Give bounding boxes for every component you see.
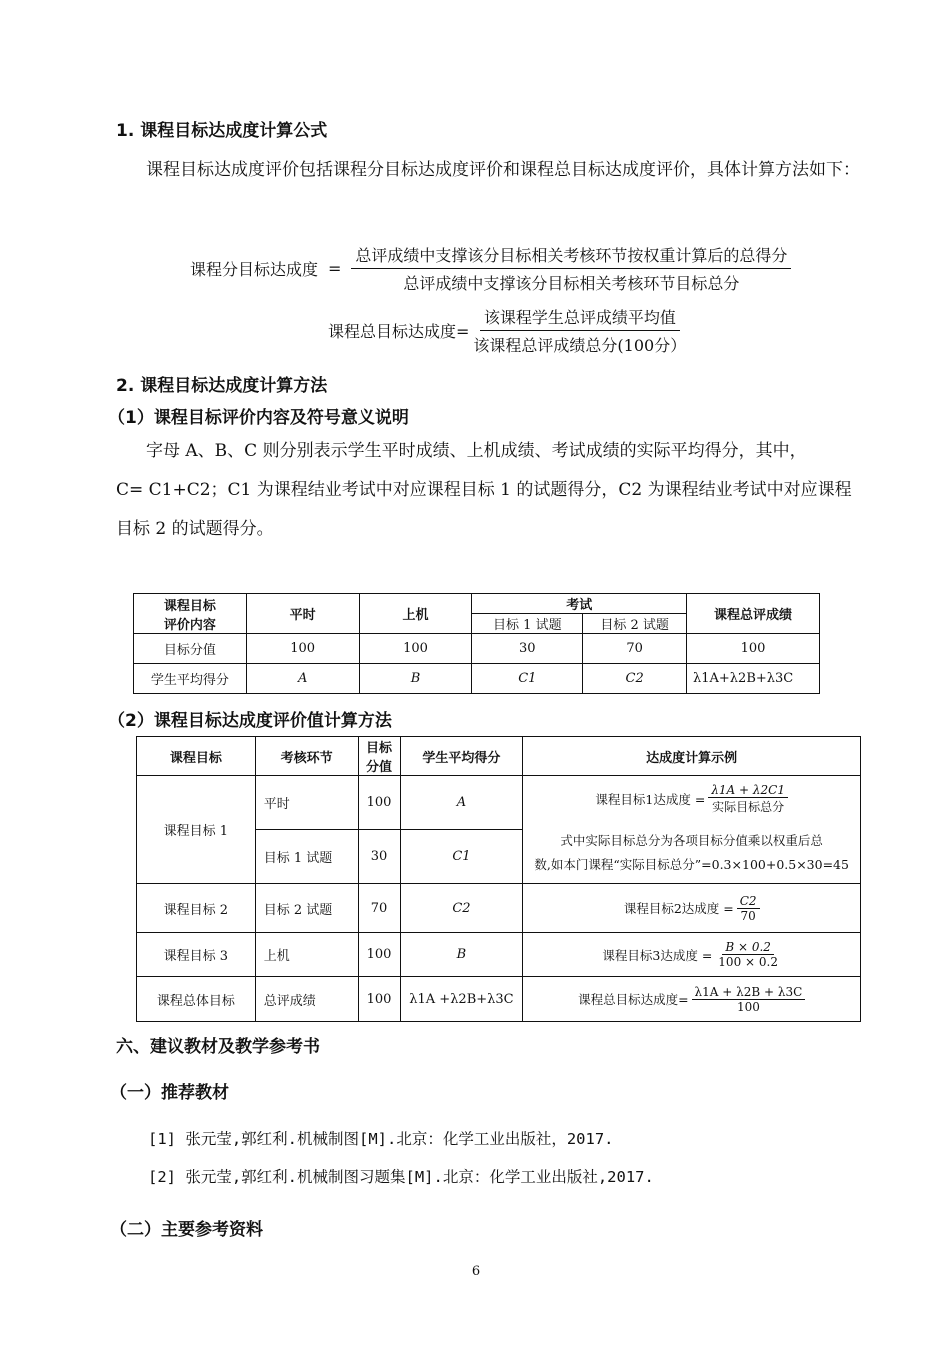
reference-item-1: [1] 张元莹,郭红利.机械制图[M].北京：化学工业出版社，2017. bbox=[148, 1130, 614, 1148]
t2-header-example: 达成度计算示例 bbox=[523, 737, 861, 776]
section-1-intro: 课程目标达成度评价包括课程分目标达成度评价和课程总目标达成度评价，具体计算方法如下： bbox=[146, 160, 860, 180]
t2-total-formula-num: λ1A + λ2B + λ3C bbox=[692, 985, 806, 1000]
t2-goal2-formula-den: 70 bbox=[740, 908, 756, 923]
t2-goal2-formula bbox=[523, 894, 860, 923]
t2-cell: 100 bbox=[358, 933, 400, 977]
t2-goal3-formula-label: 课程目标3达成度 = bbox=[602, 947, 713, 963]
t1-header-content-line2: 评价内容 bbox=[163, 617, 216, 633]
t2-goal2-formula-label: 课程目标2达成度 = bbox=[623, 901, 734, 916]
t1-cell: λ1A+λ2B+λ3C bbox=[687, 664, 820, 694]
t2-cell: 平时 bbox=[255, 776, 358, 830]
formula-sub-goal-numerator: 总评成绩中支撑该分目标相关考核环节按权重计算后的总得分 bbox=[351, 243, 791, 269]
table-row bbox=[137, 933, 861, 977]
t2-goal3-example bbox=[523, 933, 861, 977]
t2-cell: 100 bbox=[358, 977, 400, 1022]
t2-cell: 上机 bbox=[255, 933, 358, 977]
section-2-sub1: （1）课程目标评价内容及符号意义说明 bbox=[108, 408, 409, 428]
t2-goal1-name: 课程目标 1 bbox=[137, 776, 256, 884]
t1-header-usual: 平时 bbox=[246, 594, 359, 634]
t2-total-formula bbox=[523, 985, 860, 1014]
formula-sub-goal bbox=[190, 243, 791, 294]
section-2-title: 2. 课程目标达成度计算方法 bbox=[116, 376, 328, 396]
t2-total-formula-label: 课程总目标达成度= bbox=[578, 992, 689, 1007]
formula-sub-goal-label: 课程分目标达成度 bbox=[190, 260, 319, 279]
section-2-sub2: （2）课程目标达成度评价值计算方法 bbox=[108, 711, 392, 731]
t1-cell: 100 bbox=[359, 634, 472, 664]
table-row bbox=[137, 776, 861, 830]
t2-cell: 70 bbox=[358, 884, 400, 933]
t2-goal2-formula-fraction bbox=[737, 894, 760, 923]
t2-goal3-formula-fraction bbox=[715, 940, 781, 969]
table-row bbox=[137, 884, 861, 933]
t2-cell: C1 bbox=[400, 830, 523, 884]
t1-cell: 目标分值 bbox=[134, 634, 247, 664]
t1-header-exam-g1: 目标 1 试题 bbox=[472, 614, 583, 634]
table-row bbox=[134, 664, 820, 694]
t2-goal1-example bbox=[523, 776, 861, 884]
t2-cell: B bbox=[400, 933, 523, 977]
t1-cell: 100 bbox=[687, 634, 820, 664]
section-2-para-line2: C= C1+C2；C1 为课程结业考试中对应课程目标 1 的试题得分，C2 为课程结业考试中对应课程 bbox=[116, 480, 852, 500]
formula-total-goal-denominator: 该课程总评成绩总分(100分） bbox=[473, 336, 687, 355]
t2-goal2-formula-num: C2 bbox=[737, 894, 760, 909]
t2-header-goal: 课程目标 bbox=[137, 737, 256, 776]
table-row bbox=[134, 634, 820, 664]
t2-cell: 课程目标 2 bbox=[137, 884, 256, 933]
t2-cell: 总评成绩 bbox=[255, 977, 358, 1022]
section-6-title: 六、建议教材及教学参考书 bbox=[116, 1037, 320, 1057]
section-2-para-line1: 字母 A、B、C 则分别表示学生平时成绩、上机成绩、考试成绩的实际平均得分，其中， bbox=[146, 441, 807, 461]
t2-goal3-formula-num: B × 0.2 bbox=[722, 940, 774, 955]
t1-header-total: 课程总评成绩 bbox=[687, 594, 820, 634]
t1-cell: 学生平均得分 bbox=[134, 664, 247, 694]
t1-cell: C2 bbox=[583, 664, 687, 694]
t1-cell: C1 bbox=[472, 664, 583, 694]
t1-cell: 100 bbox=[246, 634, 359, 664]
page-number: 6 bbox=[471, 1264, 481, 1279]
t2-goal1-formula-den: 实际目标总分 bbox=[712, 799, 785, 814]
formula-sub-goal-fraction bbox=[351, 243, 791, 294]
t1-cell: 30 bbox=[472, 634, 583, 664]
t2-cell: 目标 2 试题 bbox=[255, 884, 358, 933]
t1-header-lab: 上机 bbox=[359, 594, 472, 634]
t2-header-avg: 学生平均得分 bbox=[400, 737, 523, 776]
evaluation-content-table bbox=[133, 593, 820, 694]
t2-goal1-formula-fraction bbox=[708, 783, 788, 815]
t2-cell: 100 bbox=[358, 776, 400, 830]
reference-item-2: [2] 张元莹,郭红利.机械制图习题集[M].北京：化学工业出版社,2017. bbox=[148, 1168, 654, 1186]
t2-cell: 课程总体目标 bbox=[137, 977, 256, 1022]
t2-goal1-formula-num: λ1A + λ2C1 bbox=[708, 783, 788, 798]
formula-sub-goal-denominator: 总评成绩中支撑该分目标相关考核环节目标总分 bbox=[403, 274, 740, 293]
table-row bbox=[137, 977, 861, 1022]
t2-cell: 课程目标 3 bbox=[137, 933, 256, 977]
formula-total-goal-label: 课程总目标达成度= bbox=[328, 322, 470, 341]
t2-total-formula-den: 100 bbox=[736, 999, 760, 1014]
t2-cell: 30 bbox=[358, 830, 400, 884]
t1-header-exam-g2: 目标 2 试题 bbox=[583, 614, 687, 634]
section-6-sub1: （一）推荐教材 bbox=[110, 1083, 229, 1103]
formula-total-goal-fraction bbox=[469, 305, 690, 356]
t2-cell: C2 bbox=[400, 884, 523, 933]
formula-total-goal bbox=[328, 305, 690, 356]
t2-header-score-line2: 分值 bbox=[366, 760, 393, 775]
t2-cell: λ1A +λ2B+λ3C bbox=[400, 977, 523, 1022]
t1-header-exam: 考试 bbox=[472, 594, 687, 614]
t2-total-example bbox=[523, 977, 861, 1022]
section-1-title: 1. 课程目标达成度计算公式 bbox=[116, 121, 328, 141]
t2-header-link: 考核环节 bbox=[255, 737, 358, 776]
t2-cell: A bbox=[400, 776, 523, 830]
t2-goal1-formula-label: 课程目标1达成度 = bbox=[595, 791, 706, 807]
section-6-sub2: （二）主要参考资料 bbox=[110, 1220, 263, 1240]
formula-sub-goal-eq: = bbox=[328, 259, 342, 278]
t2-header-score-line1: 目标 bbox=[366, 741, 393, 756]
t2-total-formula-fraction bbox=[692, 985, 806, 1014]
t1-header-content-line1: 课程目标 bbox=[163, 598, 216, 614]
t2-goal3-formula-den: 100 × 0.2 bbox=[718, 955, 778, 969]
t2-goal1-note-line1: 式中实际目标总分为各项目标分值乘以权重后总 bbox=[560, 832, 823, 848]
t1-header-content bbox=[134, 594, 247, 634]
t2-goal2-example bbox=[523, 884, 861, 933]
section-2-para-line3: 目标 2 的试题得分。 bbox=[116, 519, 274, 539]
formula-total-goal-numerator: 该课程学生总评成绩平均值 bbox=[480, 305, 680, 331]
t1-cell: A bbox=[246, 664, 359, 694]
t1-cell: 70 bbox=[583, 634, 687, 664]
t1-cell: B bbox=[359, 664, 472, 694]
t2-goal1-note-line2: 数,如本门课程“实际目标总分”=0.3×100+0.5×30=45 bbox=[534, 856, 849, 872]
achievement-calc-table bbox=[136, 736, 861, 1022]
t2-goal1-formula bbox=[523, 783, 860, 815]
t2-goal3-formula bbox=[523, 940, 860, 969]
t2-cell: 目标 1 试题 bbox=[255, 830, 358, 884]
t2-header-score bbox=[358, 737, 400, 776]
